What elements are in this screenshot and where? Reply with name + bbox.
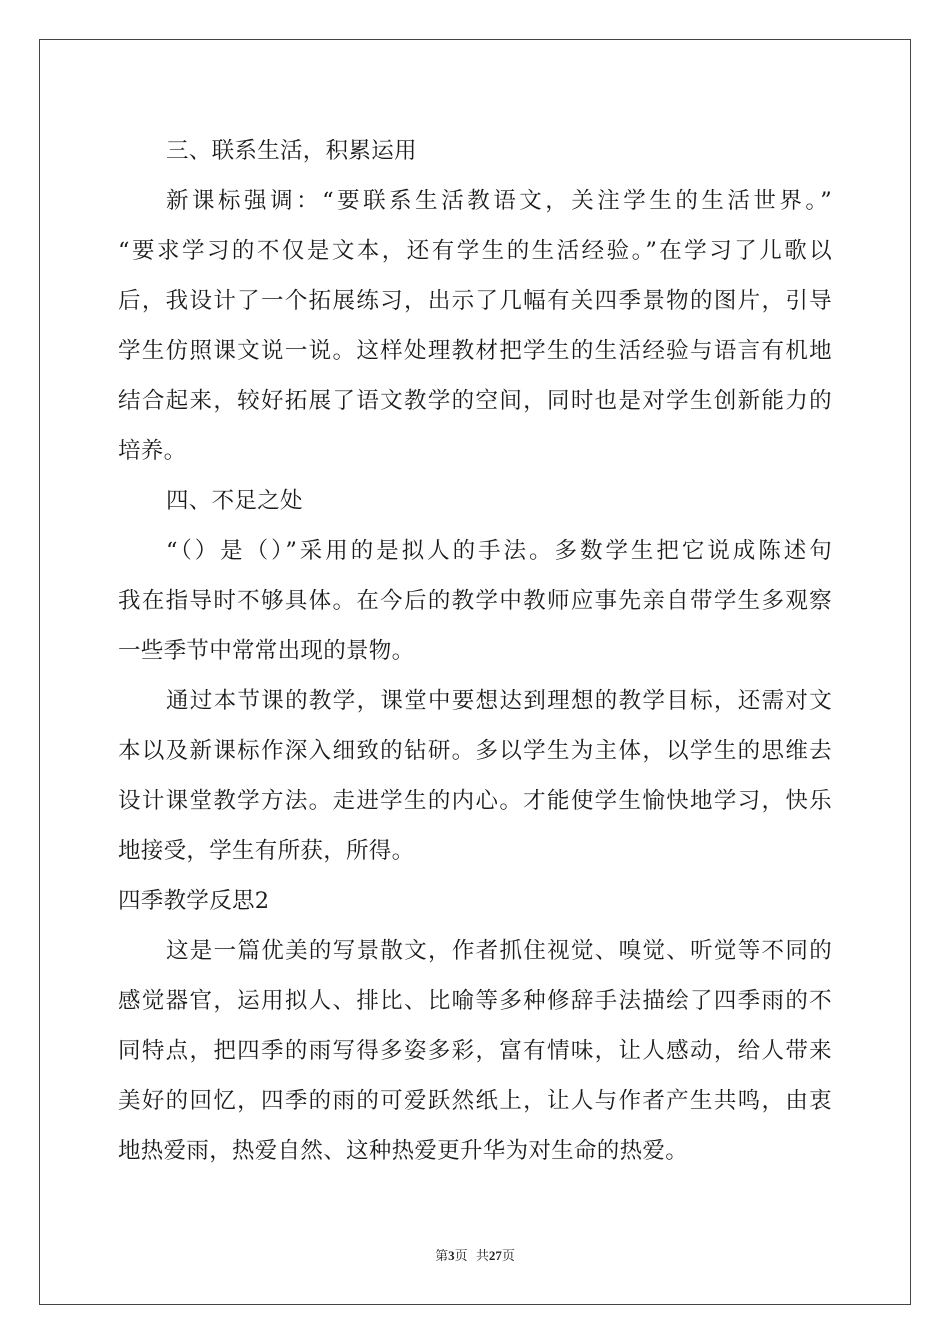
page-suffix: 页 xyxy=(501,1249,515,1264)
paragraph-line: 同特点，把四季的雨写得多姿多彩，富有情味，让人感动，给人带来 xyxy=(118,1038,832,1064)
paragraph-line: 结合起来，较好拓展了语文教学的空间，同时也是对学生创新能力的 xyxy=(118,388,832,414)
paragraph-line: 通过本节课的教学，课堂中要想达到理想的教学目标，还需对文 xyxy=(166,688,832,714)
section-heading: 三、联系生活，积累运用 xyxy=(166,138,417,164)
paragraph-line: 感觉器官，运用拟人、排比、比喻等多种修辞手法描绘了四季雨的不 xyxy=(118,988,832,1014)
total-page-number: 27 xyxy=(488,1248,502,1263)
paragraph-line: 美好的回忆，四季的雨的可爱跃然纸上，让人与作者产生共鸣，由衷 xyxy=(118,1088,832,1114)
section-heading: 四、不足之处 xyxy=(166,488,303,514)
paragraph-line: 设计课堂教学方法。走进学生的内心。才能使学生愉快地学习，快乐 xyxy=(118,788,832,814)
paragraph-line: 我在指导时不够具体。在今后的教学中教师应事先亲自带学生多观察 xyxy=(118,588,832,614)
document-subtitle: 四季教学反思2 xyxy=(118,888,270,914)
paragraph-line: 这是一篇优美的写景散文，作者抓住视觉、嗅觉、听觉等不同的 xyxy=(166,938,832,964)
paragraph-line: 地热爱雨，热爱自然、这种热爱更升华为对生命的热爱。 xyxy=(118,1138,689,1164)
paragraph-line: 后，我设计了一个拓展练习，出示了几幅有关四季景物的图片，引导 xyxy=(118,288,832,314)
paragraph-line: 地接受，学生有所获，所得。 xyxy=(118,838,415,864)
page-mid: 页 共 xyxy=(454,1249,489,1264)
paragraph-line: 本以及新课标作深入细致的钻研。多以学生为主体，以学生的思维去 xyxy=(118,738,832,764)
paragraph-line: 学生仿照课文说一说。这样处理教材把学生的生活经验与语言有机地 xyxy=(118,338,832,364)
page-footer xyxy=(0,1246,950,1267)
current-page-number: 3 xyxy=(448,1248,455,1263)
paragraph-line: “（）是（）”采用的是拟人的手法。多数学生把它说成陈述句 xyxy=(166,538,832,564)
paragraph-line: 培养。 xyxy=(118,438,187,464)
paragraph-line: 新课标强调：“要联系生活教语文，关注学生的生活世界。” xyxy=(166,188,832,214)
paragraph-line: “要求学习的不仅是文本，还有学生的生活经验。”在学习了儿歌以 xyxy=(118,238,832,264)
page-prefix: 第 xyxy=(435,1249,449,1264)
paragraph-line: 一些季节中常常出现的景物。 xyxy=(118,638,415,664)
